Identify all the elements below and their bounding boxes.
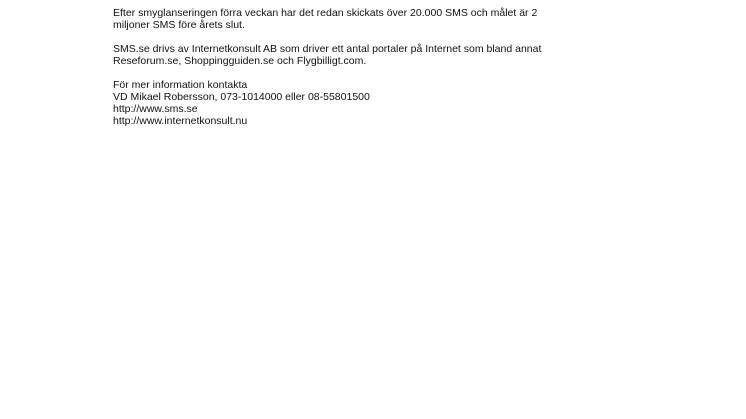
paragraph-sms-stats <box>113 7 713 31</box>
text-line: Reseforum.se, Shoppingguiden.se och Flygbilligt.com. <box>113 55 367 67</box>
link-sms[interactable]: http://www.sms.se <box>113 103 198 115</box>
document-body <box>113 7 713 127</box>
contact-person: VD Mikael Robersson, 073-1014000 eller 08-55801500 <box>113 91 370 103</box>
link-internetkonsult[interactable]: http://www.internetkonsult.nu <box>113 115 248 127</box>
contact-heading: För mer information kontakta <box>113 79 248 91</box>
paragraph-company-info <box>113 43 713 67</box>
contact-block <box>113 79 713 127</box>
text-line: Efter smyglanseringen förra veckan har det redan skickats över 20.000 SMS och målet är 2 <box>113 7 538 19</box>
text-line: SMS.se drivs av Internetkonsult AB som driver ett antal portaler på Internet som bland annat <box>113 43 542 55</box>
text-line: miljoner SMS före årets slut. <box>113 19 245 31</box>
